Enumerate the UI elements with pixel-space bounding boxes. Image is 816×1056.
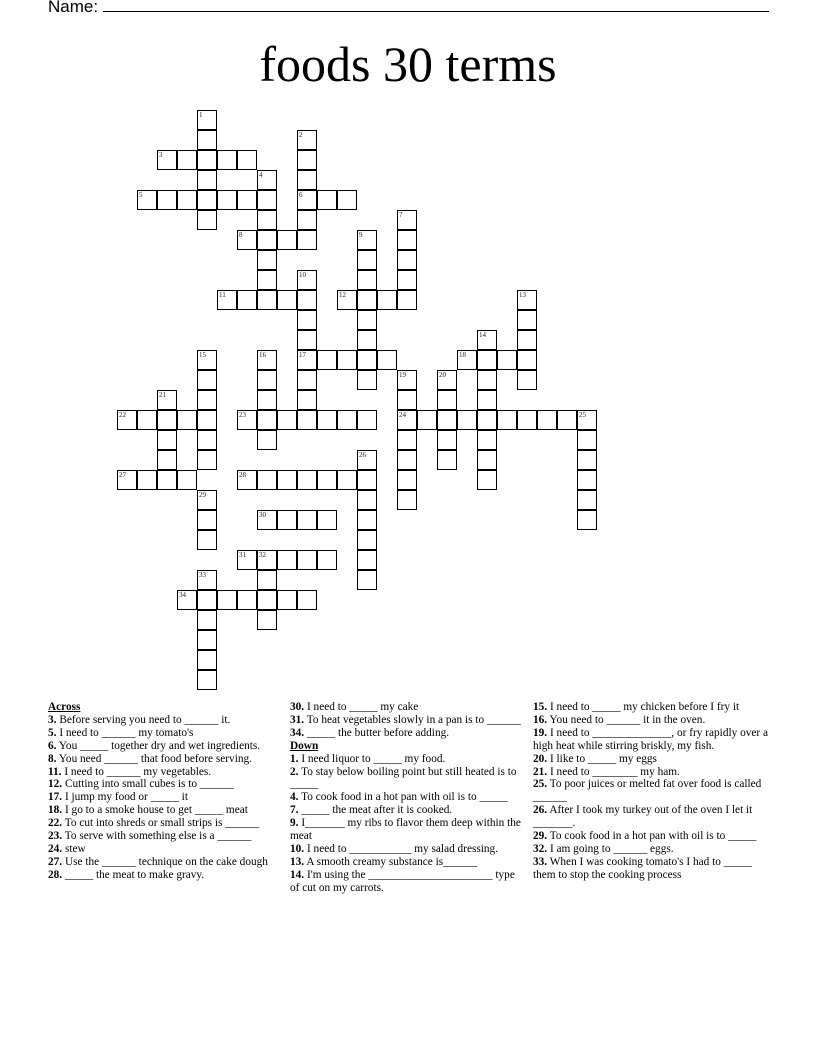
clue-number: 15 (199, 351, 206, 359)
grid-cell[interactable] (377, 350, 397, 370)
clue-number: 5 (139, 191, 143, 199)
grid-cell[interactable] (197, 510, 217, 530)
clue-number: 17 (299, 351, 306, 359)
clue-across-22: 22. To cut into shreds or small strips is ______ (48, 817, 260, 830)
grid-cell[interactable] (297, 330, 317, 350)
clue-number: 4 (259, 171, 263, 179)
grid-cell[interactable] (277, 410, 297, 430)
grid-cell[interactable] (137, 470, 157, 490)
grid-cell[interactable] (357, 350, 377, 370)
clue-down-32: 32. I am going to ______ eggs. (533, 842, 674, 855)
grid-cell[interactable] (537, 410, 557, 430)
clue-down-29: 29. To cook food in a hot pan with oil is to _____ (533, 830, 757, 843)
clue-number: 22 (119, 411, 126, 419)
grid-cell[interactable] (257, 470, 277, 490)
grid-cell[interactable] (277, 590, 297, 610)
grid-cell[interactable] (197, 170, 217, 190)
grid-cell[interactable] (437, 370, 457, 390)
clue-number: 16 (259, 351, 266, 359)
grid-cell[interactable] (257, 350, 277, 370)
grid-cell[interactable] (477, 370, 497, 390)
clue-down-10: 10. I need to ___________ my salad dressing. (290, 842, 499, 855)
grid-cell[interactable] (477, 390, 497, 410)
grid-cell[interactable] (257, 510, 277, 530)
clue-down-33: 33. When I was cooking tomato's I had to _____ them to stop the cooking process (533, 855, 752, 881)
grid-cell[interactable] (237, 590, 257, 610)
grid-cell[interactable] (297, 210, 317, 230)
grid-cell[interactable] (337, 350, 357, 370)
grid-cell[interactable] (357, 230, 377, 250)
grid-cell[interactable] (257, 430, 277, 450)
grid-cell[interactable] (577, 410, 597, 430)
grid-cell[interactable] (257, 170, 277, 190)
grid-cell[interactable] (197, 570, 217, 590)
grid-cell[interactable] (297, 470, 317, 490)
grid-cell[interactable] (237, 470, 257, 490)
clue-down-25: 25. To poor juices or melted fat over food is called ______ (533, 778, 762, 804)
grid-cell[interactable] (457, 350, 477, 370)
grid-cell[interactable] (297, 150, 317, 170)
grid-cell[interactable] (197, 370, 217, 390)
grid-cell[interactable] (257, 190, 277, 210)
grid-cell[interactable] (197, 490, 217, 510)
grid-cell[interactable] (257, 290, 277, 310)
grid-cell[interactable] (357, 470, 377, 490)
clue-down-1: 1. I need liquor to _____ my food. (290, 752, 446, 765)
grid-cell[interactable] (517, 350, 537, 370)
grid-cell[interactable] (197, 210, 217, 230)
clue-down-20: 20. I like to _____ my eggs (533, 752, 657, 765)
grid-cell[interactable] (337, 410, 357, 430)
grid-cell[interactable] (197, 110, 217, 130)
grid-cell[interactable] (197, 670, 217, 690)
clue-number: 34 (179, 591, 186, 599)
clue-number: 32 (259, 551, 266, 559)
clue-number: 33 (199, 571, 206, 579)
grid-cell[interactable] (357, 370, 377, 390)
grid-cell[interactable] (357, 330, 377, 350)
grid-cell[interactable] (437, 390, 457, 410)
clue-across-23: 23. To serve with something else is a ______ (48, 830, 252, 843)
clue-number: 24 (399, 411, 406, 419)
grid-cell[interactable] (297, 410, 317, 430)
grid-cell[interactable] (177, 150, 197, 170)
grid-cell[interactable] (257, 250, 277, 270)
grid-cell[interactable] (217, 190, 237, 210)
grid-cell[interactable] (277, 290, 297, 310)
grid-cell[interactable] (157, 410, 177, 430)
grid-cell[interactable] (297, 310, 317, 330)
clue-number: 27 (119, 471, 126, 479)
clue-across-18: 18. I go to a smoke house to get _____ meat (48, 804, 248, 817)
clue-down-2: 2. To stay below boiling point but still heated is to _____ (290, 765, 517, 791)
clue-down-7: 7. _____ the meat after it is cooked. (290, 804, 453, 817)
grid-cell[interactable] (177, 470, 197, 490)
grid-cell[interactable] (317, 550, 337, 570)
clue-across-31: 31. To heat vegetables slowly in a pan is to ______ (290, 713, 521, 726)
down-heading: Down (290, 739, 319, 752)
grid-cell[interactable] (137, 410, 157, 430)
grid-cell[interactable] (197, 390, 217, 410)
name-label: Name: (48, 0, 99, 16)
grid-cell[interactable] (317, 510, 337, 530)
grid-cell[interactable] (197, 530, 217, 550)
grid-cell[interactable] (237, 230, 257, 250)
grid-cell[interactable] (197, 190, 217, 210)
clue-number: 25 (579, 411, 586, 419)
grid-cell[interactable] (477, 470, 497, 490)
clue-down-21: 21. I need to ________ my ham. (533, 765, 680, 778)
clue-across-17: 17. I jump my food or _____ it (48, 791, 188, 804)
grid-cell[interactable] (357, 450, 377, 470)
clue-number: 20 (439, 371, 446, 379)
grid-cell[interactable] (277, 510, 297, 530)
grid-cell[interactable] (357, 270, 377, 290)
grid-cell[interactable] (357, 570, 377, 590)
grid-cell[interactable] (477, 350, 497, 370)
clue-number: 19 (399, 371, 406, 379)
grid-cell[interactable] (397, 390, 417, 410)
grid-cell[interactable] (217, 290, 237, 310)
grid-cell[interactable] (317, 410, 337, 430)
clue-across-8: 8. You need ______ that food before serving. (48, 752, 252, 765)
grid-cell[interactable] (397, 230, 417, 250)
grid-cell[interactable] (277, 230, 297, 250)
grid-cell[interactable] (357, 550, 377, 570)
clue-number: 28 (239, 471, 246, 479)
grid-cell[interactable] (297, 230, 317, 250)
grid-cell[interactable] (157, 390, 177, 410)
grid-cell[interactable] (297, 590, 317, 610)
grid-cell[interactable] (277, 550, 297, 570)
grid-cell[interactable] (177, 190, 197, 210)
grid-cell[interactable] (577, 470, 597, 490)
grid-cell[interactable] (577, 430, 597, 450)
grid-cell[interactable] (357, 250, 377, 270)
grid-cell[interactable] (157, 470, 177, 490)
grid-cell[interactable] (377, 290, 397, 310)
grid-cell[interactable] (397, 430, 417, 450)
grid-cell[interactable] (277, 470, 297, 490)
grid-cell[interactable] (397, 250, 417, 270)
clue-number: 21 (159, 391, 166, 399)
clue-number: 13 (519, 291, 526, 299)
grid-cell[interactable] (197, 410, 217, 430)
grid-cell[interactable] (517, 310, 537, 330)
grid-cell[interactable] (237, 150, 257, 170)
grid-cell[interactable] (577, 510, 597, 530)
clue-across-12: 12. Cutting into small cubes is to ______ (48, 778, 234, 791)
grid-cell[interactable] (257, 230, 277, 250)
page-title: foods 30 terms (259, 36, 557, 92)
grid-cell[interactable] (197, 450, 217, 470)
grid-cell[interactable] (397, 410, 417, 430)
grid-cell[interactable] (237, 410, 257, 430)
grid-cell[interactable] (157, 450, 177, 470)
grid-cell[interactable] (297, 190, 317, 210)
grid-cell[interactable] (357, 490, 377, 510)
clue-number: 23 (239, 411, 246, 419)
clue-number: 30 (259, 511, 266, 519)
grid-cell[interactable] (317, 190, 337, 210)
grid-cell[interactable] (197, 350, 217, 370)
clue-number: 18 (459, 351, 466, 359)
grid-cell[interactable] (497, 350, 517, 370)
clue-number: 10 (299, 271, 306, 279)
grid-cell[interactable] (197, 610, 217, 630)
clue-number: 8 (239, 231, 243, 239)
grid-cell[interactable] (477, 410, 497, 430)
grid-cell[interactable] (297, 350, 317, 370)
grid-cell[interactable] (317, 350, 337, 370)
clue-across-3: 3. Before serving you need to ______ it. (48, 713, 231, 726)
grid-cell[interactable] (117, 410, 137, 430)
grid-cell[interactable] (357, 310, 377, 330)
grid-cell[interactable] (177, 410, 197, 430)
grid-cell[interactable] (197, 650, 217, 670)
clue-down-19: 19. I need to ______________, or fry rapidly over a high heat while stirring briskly, my fish. (533, 726, 768, 752)
grid-cell[interactable] (397, 290, 417, 310)
grid-cell[interactable] (357, 530, 377, 550)
grid-cell[interactable] (197, 630, 217, 650)
grid-cell[interactable] (337, 290, 357, 310)
clue-across-24: 24. stew (48, 842, 86, 855)
clue-across-34: 34. _____ the butter before adding. (290, 726, 450, 739)
grid-cell[interactable] (397, 370, 417, 390)
grid-cell[interactable] (257, 410, 277, 430)
clues-column-3 (533, 701, 768, 882)
grid-cell[interactable] (237, 550, 257, 570)
clue-down-9: 9. I_______ my ribs to flavor them deep within the meat (290, 817, 521, 843)
clue-down-16: 16. You need to ______ it in the oven. (533, 713, 706, 726)
grid-cell[interactable] (297, 390, 317, 410)
clue-number: 3 (159, 151, 163, 159)
across-heading: Across (48, 701, 81, 713)
grid-cell[interactable] (357, 410, 377, 430)
grid-cell[interactable] (197, 430, 217, 450)
grid-cell[interactable] (297, 290, 317, 310)
grid-cell[interactable] (297, 170, 317, 190)
grid-cell[interactable] (297, 270, 317, 290)
grid-cell[interactable] (337, 190, 357, 210)
grid-cell[interactable] (357, 510, 377, 530)
grid-cell[interactable] (257, 570, 277, 590)
grid-cell[interactable] (197, 590, 217, 610)
clue-number: 29 (199, 491, 206, 499)
clue-down-13: 13. A smooth creamy substance is______ (290, 855, 478, 868)
grid-cell[interactable] (357, 290, 377, 310)
grid-cell[interactable] (577, 450, 597, 470)
grid-cell[interactable] (297, 550, 317, 570)
grid-cell[interactable] (297, 130, 317, 150)
grid-cell[interactable] (517, 410, 537, 430)
grid-cell[interactable] (197, 130, 217, 150)
grid-cell[interactable] (257, 390, 277, 410)
clue-number: 12 (339, 291, 346, 299)
grid-cell[interactable] (317, 470, 337, 490)
clue-number: 11 (219, 291, 226, 299)
clue-across-28: 28. _____ the meat to make gravy. (48, 868, 205, 881)
grid-cell[interactable] (477, 450, 497, 470)
clue-number: 1 (199, 111, 203, 119)
grid-cell[interactable] (297, 510, 317, 530)
clue-across-6: 6. You _____ together dry and wet ingredients. (48, 739, 261, 752)
grid-cell[interactable] (457, 410, 477, 430)
clue-down-4: 4. To cook food in a hot pan with oil is to _____ (290, 791, 508, 804)
clue-number: 2 (299, 131, 303, 139)
clues-column-1 (48, 701, 280, 882)
grid-cell[interactable] (437, 430, 457, 450)
grid-cell[interactable] (397, 490, 417, 510)
grid-cell[interactable] (397, 270, 417, 290)
grid-cell[interactable] (477, 430, 497, 450)
clue-across-5: 5. I need to ______ my tomato's (48, 726, 194, 739)
grid-cell[interactable] (257, 610, 277, 630)
grid-cell[interactable] (117, 470, 137, 490)
grid-cell[interactable] (137, 190, 157, 210)
clue-down-14: 14. I'm using the ______________________ type of cut on my carrots. (290, 868, 515, 894)
grid-cell[interactable] (237, 190, 257, 210)
grid-cell[interactable] (257, 550, 277, 570)
grid-cell[interactable] (217, 150, 237, 170)
grid-cell[interactable] (517, 330, 537, 350)
grid-cell[interactable] (177, 590, 197, 610)
clue-down-26: 26. After I took my turkey out of the oven I let it _______. (533, 804, 753, 830)
grid-cell[interactable] (257, 370, 277, 390)
grid-cell[interactable] (157, 430, 177, 450)
grid-cell[interactable] (257, 590, 277, 610)
grid-cell[interactable] (417, 410, 437, 430)
grid-cell[interactable] (337, 470, 357, 490)
clue-number: 9 (359, 231, 363, 239)
grid-cell[interactable] (257, 210, 277, 230)
clue-number: 7 (399, 211, 403, 219)
grid-cell[interactable] (517, 290, 537, 310)
grid-cell[interactable] (397, 450, 417, 470)
grid-cell[interactable] (197, 150, 217, 170)
grid-cell[interactable] (477, 330, 497, 350)
clue-down-15: 15. I need to _____ my chicken before I fry it (533, 701, 740, 713)
grid-cell[interactable] (157, 150, 177, 170)
grid-cell[interactable] (517, 370, 537, 390)
grid-cell[interactable] (237, 290, 257, 310)
grid-cell[interactable] (577, 490, 597, 510)
grid-cell[interactable] (557, 410, 577, 430)
grid-cell[interactable] (437, 450, 457, 470)
clue-number: 14 (479, 331, 486, 339)
clues-column-2 (290, 701, 522, 895)
grid-cell[interactable] (497, 410, 517, 430)
grid-cell[interactable] (397, 470, 417, 490)
clue-across-27: 27. Use the ______ technique on the cake dough (48, 855, 268, 868)
clue-number: 31 (239, 551, 246, 559)
grid-cell[interactable] (297, 370, 317, 390)
grid-cell[interactable] (157, 190, 177, 210)
clue-across-11: 11. I need to ______ my vegetables. (48, 765, 212, 778)
grid-cell[interactable] (397, 210, 417, 230)
clue-across-30: 30. I need to _____ my cake (290, 701, 419, 713)
clue-number: 6 (299, 191, 303, 199)
grid-cell[interactable] (437, 410, 457, 430)
grid-cell[interactable] (217, 590, 237, 610)
grid-cell[interactable] (257, 270, 277, 290)
clue-number: 26 (359, 451, 366, 459)
